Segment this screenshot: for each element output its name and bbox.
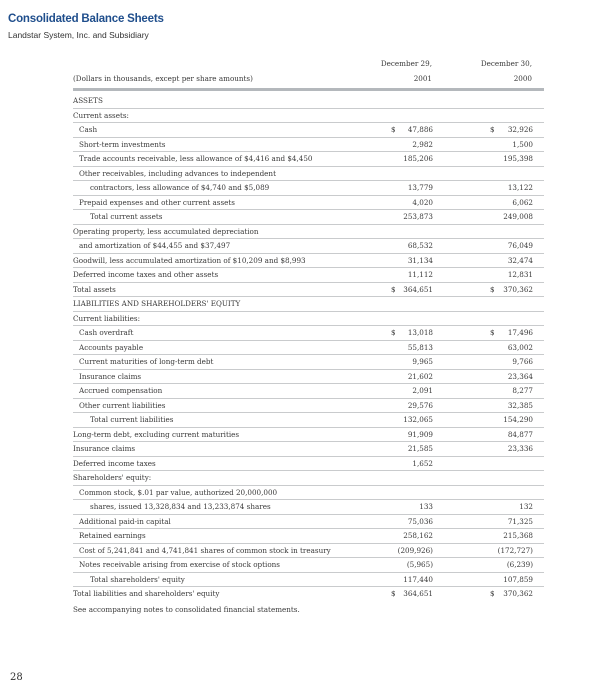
value-2000: 63,002 (507, 342, 533, 352)
table-row (73, 210, 544, 225)
value-2001: 31,134 (407, 255, 433, 265)
value-2001: 21,602 (407, 371, 433, 381)
table-row (73, 544, 544, 559)
table-row (73, 399, 544, 414)
value-2001: 13,018 (407, 328, 433, 337)
value-2000: 195,398 (503, 154, 533, 163)
currency-symbol-2000: $ (490, 328, 495, 337)
table-row (73, 515, 544, 530)
value-2001: 2,982 (412, 139, 433, 149)
value-2001: (209,926) (397, 545, 433, 555)
column-header-2001-year: 2001 (413, 74, 432, 83)
value-2000: 215,368 (503, 531, 533, 540)
table-row (73, 152, 544, 167)
row-label: Trade accounts receivable, less allowance of $4,416 and $4,450 (79, 154, 313, 163)
balance-sheet-table (0, 94, 612, 602)
value-2001: 21,585 (407, 444, 433, 453)
row-label: Cost of 5,241,841 and 4,741,841 shares of common stock in treasury (79, 545, 331, 555)
value-2000: 1,500 (512, 139, 533, 149)
value-2001: 9,965 (412, 357, 433, 366)
value-2000: 370,362 (503, 284, 533, 294)
value-2001: 117,440 (403, 574, 433, 584)
row-label: Current liabilities: (73, 313, 140, 323)
value-2000: 84,877 (507, 429, 533, 439)
row-label: Current maturities of long-term debt (79, 357, 214, 366)
row-label: Other current liabilities (79, 400, 166, 410)
table-row (73, 254, 544, 269)
value-2000: 8,277 (512, 386, 533, 395)
value-2001: 11,112 (407, 270, 433, 279)
row-label: Retained earnings (79, 531, 146, 540)
value-2000: 23,364 (507, 371, 533, 381)
table-row (73, 167, 544, 182)
value-2001: 1,652 (412, 458, 433, 468)
row-label: Insurance claims (73, 444, 136, 453)
footnote: See accompanying notes to consolidated financial statements. (73, 604, 300, 614)
row-label: Total liabilities and shareholders' equity (73, 589, 220, 598)
currency-symbol-2001: $ (391, 328, 396, 337)
value-2001: (5,965) (406, 560, 433, 569)
row-label: contractors, less allowance of $4,740 and $5,089 (90, 183, 270, 192)
company-subtitle: Landstar System, Inc. and Subsidiary (8, 30, 149, 40)
table-row (73, 268, 544, 283)
row-label: Total current assets (90, 212, 163, 221)
value-2000: 32,385 (507, 400, 533, 410)
column-header-2000-year: 2000 (513, 74, 532, 83)
value-2000: 107,859 (503, 574, 533, 584)
value-2000: 32,926 (507, 125, 533, 134)
table-row (73, 471, 544, 486)
row-label: Short-term investments (79, 139, 166, 149)
row-label: Shareholders' equity: (73, 473, 152, 482)
value-2001: 55,813 (407, 342, 433, 352)
table-row (73, 326, 544, 341)
table-row (73, 442, 544, 457)
table-row (73, 384, 544, 399)
row-label: Current assets: (73, 110, 129, 120)
value-2000: 32,474 (507, 255, 533, 265)
currency-symbol-2001: $ (391, 284, 396, 294)
currency-symbol-2001: $ (391, 125, 396, 134)
row-label: and amortization of $44,455 and $37,497 (79, 241, 231, 250)
row-label: Notes receivable arising from exercise of stock options (79, 560, 280, 569)
value-2000: 12,831 (507, 270, 533, 279)
value-2000: 6,062 (512, 197, 533, 207)
row-label: Prepaid expenses and other current assets (79, 197, 235, 207)
value-2000: 132 (519, 502, 533, 511)
value-2000: (6,239) (506, 560, 533, 569)
column-header-2001-date: December 29, (380, 59, 432, 68)
row-label: Accrued compensation (79, 386, 163, 395)
value-2001: 47,886 (407, 125, 433, 134)
value-2001: 132,065 (403, 415, 433, 424)
value-2001: 258,162 (403, 531, 433, 540)
value-2001: 29,576 (407, 400, 433, 410)
value-2000: 76,049 (507, 241, 533, 250)
row-label: Other receivables, including advances to independent (79, 168, 276, 178)
row-label: Cash (79, 125, 98, 134)
currency-symbol-2001: $ (391, 589, 396, 598)
table-row (73, 558, 544, 573)
value-2001: 364,651 (403, 589, 433, 598)
table-row (73, 283, 544, 298)
value-2001: 133 (419, 502, 433, 511)
value-2000: 71,325 (507, 516, 533, 526)
table-row (73, 312, 544, 327)
value-2000: 249,008 (503, 212, 533, 221)
value-2001: 253,873 (403, 212, 433, 221)
value-2000: (172,727) (497, 545, 533, 555)
value-2001: 364,651 (403, 284, 433, 294)
row-label: Operating property, less accumulated depreciation (73, 226, 259, 236)
table-row (73, 225, 544, 240)
row-label: Long-term debt, excluding current maturities (73, 429, 240, 439)
row-label: Common stock, $.01 par value, authorized 20,000,000 (79, 487, 278, 497)
row-label: Total current liabilities (90, 415, 174, 424)
value-2000: 13,122 (507, 183, 533, 192)
value-2001: 2,091 (412, 386, 433, 395)
row-label: Deferred income taxes and other assets (73, 270, 219, 279)
row-label: shares, issued 13,328,834 and 13,233,874 shares (90, 502, 271, 511)
row-label: Cash overdraft (79, 328, 134, 337)
table-row (73, 428, 544, 443)
currency-symbol-2000: $ (490, 589, 495, 598)
table-row (73, 297, 544, 312)
table-row (73, 486, 544, 501)
value-2000: 154,290 (503, 415, 533, 424)
row-label: Insurance claims (79, 371, 142, 381)
row-label: Accounts payable (79, 342, 144, 352)
table-row (73, 181, 544, 196)
table-row (73, 196, 544, 211)
row-label: Additional paid-in capital (79, 516, 171, 526)
table-row (73, 573, 544, 588)
value-2001: 91,909 (407, 429, 433, 439)
table-row (73, 355, 544, 370)
value-2000: 9,766 (512, 357, 533, 366)
page-number: 28 (10, 672, 23, 683)
table-row (73, 94, 544, 109)
value-2001: 13,779 (407, 183, 433, 192)
units-note: (Dollars in thousands, except per share amounts) (73, 74, 253, 83)
row-label: ASSETS (73, 96, 103, 105)
table-row (73, 370, 544, 385)
table-row (73, 413, 544, 428)
value-2001: 75,036 (407, 516, 433, 526)
table-row (73, 500, 544, 515)
value-2000: 23,336 (507, 444, 533, 453)
row-label: Total assets (73, 284, 116, 294)
column-header-2000-date: December 30, (480, 59, 532, 68)
row-label: LIABILITIES AND SHAREHOLDERS' EQUITY (73, 299, 241, 308)
value-2001: 4,020 (412, 197, 433, 207)
table-row (73, 239, 544, 254)
header-divider (73, 88, 544, 91)
table-row (73, 529, 544, 544)
table-row (73, 138, 544, 153)
currency-symbol-2000: $ (490, 125, 495, 134)
value-2000: 17,496 (507, 328, 533, 337)
table-row (73, 123, 544, 138)
value-2001: 185,206 (403, 154, 433, 163)
row-label: Goodwill, less accumulated amortization of $10,209 and $8,993 (73, 255, 306, 265)
page-title: Consolidated Balance Sheets (8, 13, 164, 25)
table-row (73, 109, 544, 124)
table-row (73, 457, 544, 472)
row-label: Total shareholders' equity (90, 574, 185, 584)
row-label: Deferred income taxes (73, 458, 156, 468)
value-2001: 68,532 (407, 241, 433, 250)
table-row (73, 341, 544, 356)
table-row (73, 587, 544, 602)
currency-symbol-2000: $ (490, 284, 495, 294)
value-2000: 370,362 (503, 589, 533, 598)
